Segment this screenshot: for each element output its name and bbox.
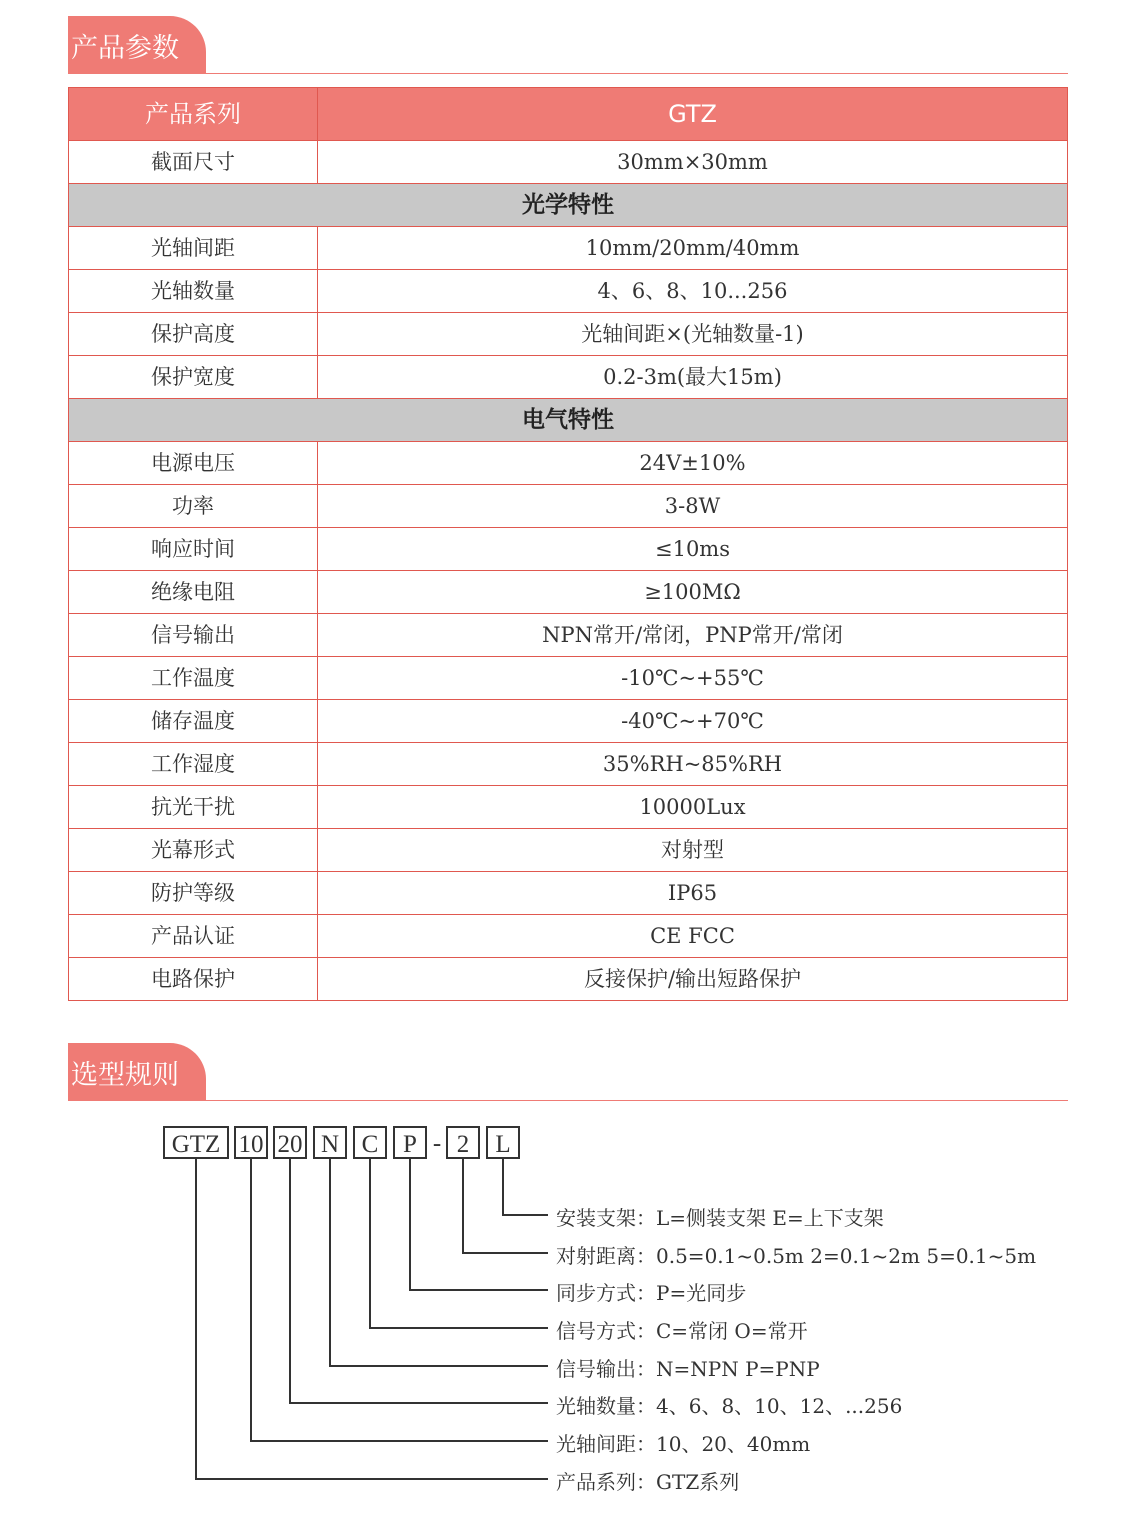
row-label: 储存温度 <box>69 700 318 743</box>
row-value: 24V±10% <box>318 442 1068 485</box>
row-value: IP65 <box>318 872 1068 915</box>
group-row-electrical <box>69 399 1068 442</box>
table-row <box>69 227 1068 270</box>
row-label: 光幕形式 <box>69 829 318 872</box>
code-text: L <box>495 1131 511 1158</box>
row-value: 10mm/20mm/40mm <box>318 227 1068 270</box>
section-divider <box>68 73 1068 74</box>
legend-item-sync: 同步方式：P=光同步 <box>556 1281 747 1305</box>
legend-item-signal-mode: 信号方式：C=常闭 O=常开 <box>556 1319 808 1343</box>
row-label: 保护高度 <box>69 313 318 356</box>
row-value: -10℃~+55℃ <box>318 657 1068 700</box>
table-row <box>69 700 1068 743</box>
group-title: 光学特性 <box>69 184 1068 227</box>
section-header-params <box>68 16 1068 74</box>
table-row <box>69 915 1068 958</box>
header-label: 产品系列 <box>69 88 318 141</box>
row-value: 4、6、8、10...256 <box>318 270 1068 313</box>
table-row <box>69 356 1068 399</box>
connector-line <box>370 1158 548 1328</box>
row-label: 抗光干扰 <box>69 786 318 829</box>
table-row <box>69 485 1068 528</box>
table-row <box>69 614 1068 657</box>
table-row <box>69 442 1068 485</box>
row-label: 响应时间 <box>69 528 318 571</box>
row-label: 功率 <box>69 485 318 528</box>
row-value: 30mm×30mm <box>318 141 1068 184</box>
section-divider <box>68 1100 1068 1101</box>
row-value: 对射型 <box>318 829 1068 872</box>
row-value: ≤10ms <box>318 528 1068 571</box>
group-row-optical <box>69 184 1068 227</box>
table-row <box>69 528 1068 571</box>
row-value: ≥100MΩ <box>318 571 1068 614</box>
code-separator: - <box>432 1130 442 1157</box>
row-value: 3-8W <box>318 485 1068 528</box>
section-title: 产品参数 <box>71 33 179 64</box>
table-row <box>69 786 1068 829</box>
row-label: 保护宽度 <box>69 356 318 399</box>
row-label: 截面尺寸 <box>69 141 318 184</box>
row-label: 电路保护 <box>69 958 318 1001</box>
row-value: NPN常开/常闭，PNP常开/常闭 <box>318 614 1068 657</box>
table-row <box>69 657 1068 700</box>
table-row <box>69 829 1068 872</box>
row-value: 0.2-3m(最大15m) <box>318 356 1068 399</box>
header-value: GTZ <box>318 88 1068 141</box>
section-tab <box>68 1043 206 1101</box>
row-label: 工作温度 <box>69 657 318 700</box>
group-title: 电气特性 <box>69 399 1068 442</box>
connector-line <box>330 1158 548 1366</box>
row-label: 产品认证 <box>69 915 318 958</box>
table-row <box>69 872 1068 915</box>
legend-item-signal-output: 信号输出：N=NPN P=PNP <box>556 1357 820 1381</box>
table-header-row <box>69 88 1068 141</box>
row-value: 反接保护/输出短路保护 <box>318 958 1068 1001</box>
code-text: 20 <box>277 1131 303 1158</box>
row-label: 绝缘电阻 <box>69 571 318 614</box>
code-text: P <box>403 1131 417 1158</box>
legend-item-axes-pitch: 光轴间距：10、20、40mm <box>556 1432 811 1456</box>
table-row <box>69 958 1068 1001</box>
section-header-selection <box>68 1043 1068 1101</box>
row-label: 电源电压 <box>69 442 318 485</box>
legend-item-series: 产品系列：GTZ系列 <box>556 1470 740 1494</box>
code-text: N <box>320 1131 340 1158</box>
section-title: 选型规则 <box>71 1060 179 1091</box>
row-value: 35%RH~85%RH <box>318 743 1068 786</box>
connector-line <box>463 1158 548 1253</box>
legend-item-axes-count: 光轴数量：4、6、8、10、12、...256 <box>556 1394 903 1418</box>
legend-item-distance: 对射距离：0.5=0.1~0.5m 2=0.1~2m 5=0.1~5m <box>556 1244 1037 1268</box>
connector-line <box>410 1158 548 1290</box>
legend-item-bracket: 安装支架：L=侧装支架 E=上下支架 <box>556 1206 884 1230</box>
code-text: 10 <box>238 1131 264 1158</box>
row-value: 光轴间距×(光轴数量-1) <box>318 313 1068 356</box>
row-label: 光轴数量 <box>69 270 318 313</box>
section-tab <box>68 16 206 74</box>
table-row <box>69 743 1068 786</box>
table-row <box>69 313 1068 356</box>
row-value: 10000Lux <box>318 786 1068 829</box>
table-row <box>69 571 1068 614</box>
spec-table <box>68 87 1068 1001</box>
row-label: 光轴间距 <box>69 227 318 270</box>
row-label: 防护等级 <box>69 872 318 915</box>
code-text: C <box>361 1131 379 1158</box>
row-value: CE FCC <box>318 915 1068 958</box>
row-label: 信号输出 <box>69 614 318 657</box>
code-text: GTZ <box>171 1131 221 1158</box>
table-row <box>69 270 1068 313</box>
row-label: 工作湿度 <box>69 743 318 786</box>
table-row <box>69 141 1068 184</box>
row-value: -40℃~+70℃ <box>318 700 1068 743</box>
code-text: 2 <box>456 1131 470 1158</box>
connector-line <box>503 1158 548 1215</box>
connector-line <box>196 1158 548 1479</box>
